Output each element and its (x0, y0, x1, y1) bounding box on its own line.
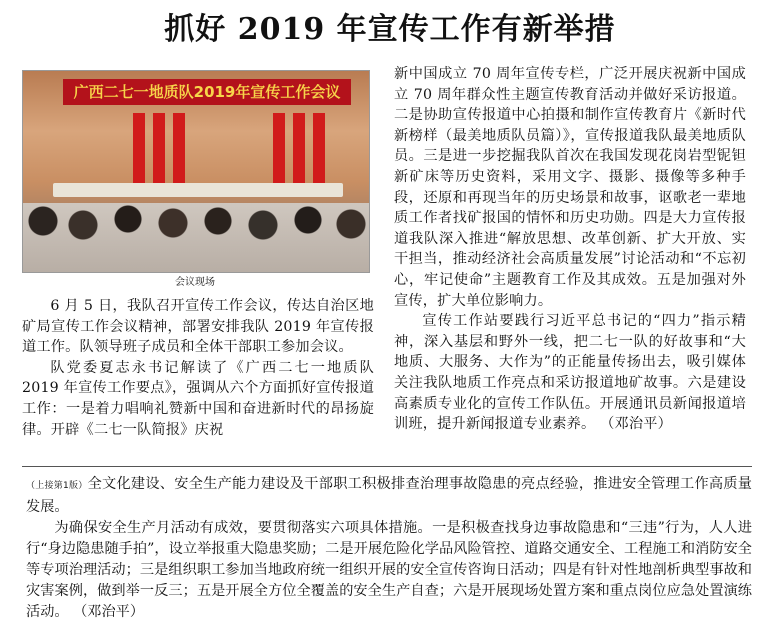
paragraph (26, 474, 752, 518)
red-flag-icon (173, 113, 185, 183)
paragraph: 新中国成立 70 周年宣传专栏，广泛开展庆祝新中国成立 70 周年群众性主题宣传教育活动并做好采访报道。二是协助宣传报道中心拍摄和制作宣传教育片《新时代新榜样（最美地质队员篇）》，宣传报道我队最美地质队员。三是进一步挖掘我队首次在我国发现花岗岩型铌钽新矿床等历史资料，采用文字、摄影、摄像等多种手段，还原和再现当年的历史场景和故事，讴歌老一辈地质工作者找矿报国的情怀和历史功勋。四是大力宣传报道我队深入推进“解放思想、改革创新、扩大开放、实干担当，推动经济社会高质量发展”讨论活动和“不忘初心，牢记使命”主题教育工作及其成效。五是加强对外宣传，扩大单位影响力。 (394, 66, 746, 309)
right-column (394, 64, 746, 435)
photo-caption: 会议现场 (175, 277, 215, 288)
paragraph: 为确保安全生产月活动有成效，要贯彻落实六项具体措施。一是积极查找身边事故隐患和“三违”行为，人人进行“身边隐患随手拍”，设立举报重大隐患奖励；二是开展危险化学品风险管控、道路交通安全、工程施工和消防安全等专项治理活动；三是组织职工参加当地政府统一组织开展的安全宣传咨询日活动；四是有针对性地剖析典型事故和灾害案例，做到举一反三；五是开展全方位全覆盖的安全生产自查；六是开展现场处置方案和重点岗位应急处置演练活动。 （邓治平） (26, 520, 752, 620)
continued-article (26, 474, 752, 623)
photo-banner: 广西二七一地质队2019年宣传工作会议 (63, 79, 351, 105)
red-flag-icon (153, 113, 165, 183)
headline: 抓好 2019 年宣传工作有新举措 (164, 12, 616, 47)
red-flag-icon (313, 113, 325, 183)
paragraph: 宣传工作站要践行习近平总书记的“四力”指示精神，深入基层和野外一线，把二七一队的好故事和“大地质、大服务、大作为”的正能量传扬出去，吸引媒体关注我队地质工作亮点和采访报道地矿故事。六是建设高素质专业化的宣传工作队伍。开展通讯员新闻报道培训班，提升新闻报道专业素养。 （邓治平） (394, 313, 746, 433)
left-column (22, 296, 374, 440)
red-flag-icon (273, 113, 285, 183)
meeting-photo (22, 70, 370, 273)
paragraph: 队党委夏志永书记解读了《广西二七一地质队 2019 年宣传工作要点》，强调从六个方面抓好宣传报道工作：一是着力唱响礼赞新中国和奋进新时代的昂扬旋律。开辟《二七一队简报》庆祝 (22, 359, 374, 438)
paragraph: 6 月 5 日，我队召开宣传工作会议，传达自治区地矿局宣传工作会议精神，部署安排我队 2019 年宣传报道工作。队领导班子成员和全体干部职工参加会议。 (22, 298, 374, 356)
paragraph-text: 全文化建设、安全生产能力建设及干部职工积极排查治理事故隐患的亮点经验，推进安全管理工作高质量发展。 (26, 476, 752, 515)
continued-label: （上接第1版） (26, 481, 88, 491)
audience (23, 203, 369, 272)
rostrum-table (53, 183, 343, 197)
red-flag-icon (293, 113, 305, 183)
section-divider (22, 466, 752, 467)
red-flag-icon (133, 113, 145, 183)
